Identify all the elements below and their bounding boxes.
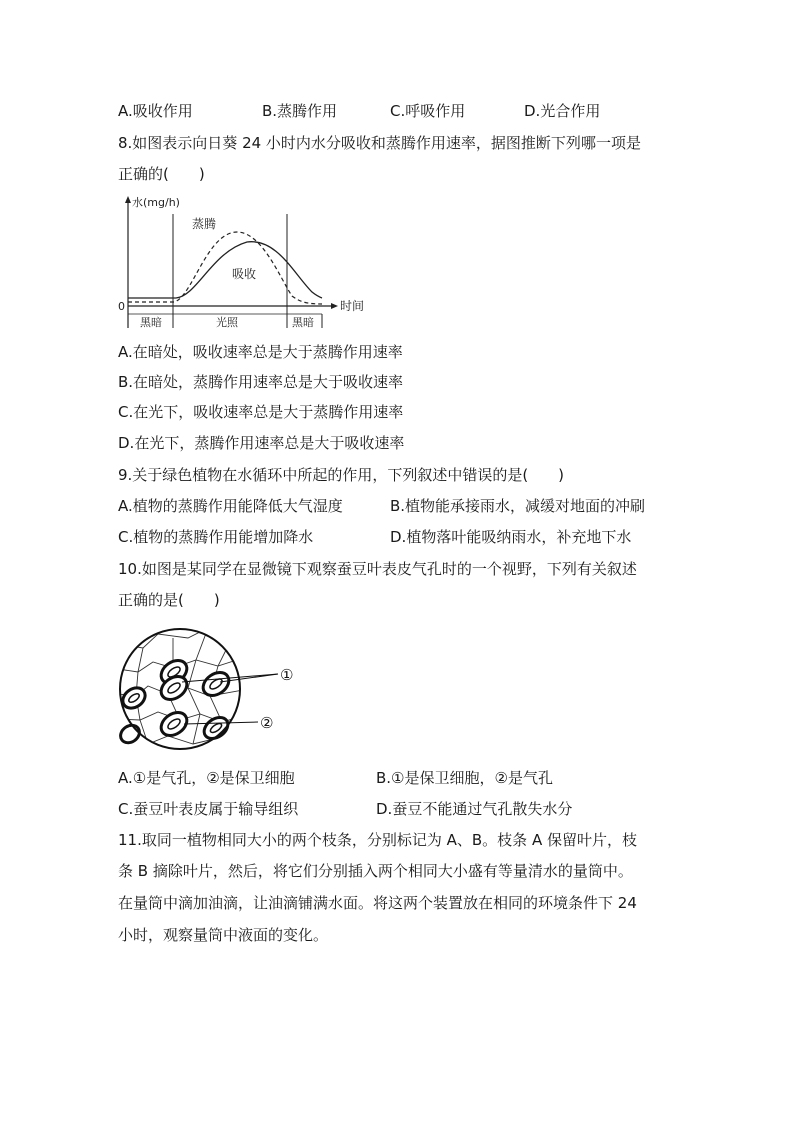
q8-period-dark-1: 黑暗 bbox=[140, 316, 162, 329]
q9-option-d: D.植物落叶能吸纳雨水，补充地下水 bbox=[390, 528, 632, 546]
q8-option-b: B.在暗处，蒸腾作用速率总是大于吸收速率 bbox=[118, 373, 404, 391]
q8-y-axis-label: 水(mg/h) bbox=[132, 196, 180, 209]
q8-stem-line2: 正确的( ) bbox=[118, 165, 205, 183]
q10-option-d: D.蚕豆不能通过气孔散失水分 bbox=[376, 800, 573, 818]
q10-option-a: A.①是气孔，②是保卫细胞 bbox=[118, 769, 295, 787]
q7-option-b: B.蒸腾作用 bbox=[262, 102, 338, 120]
q8-absorption-label: 吸收 bbox=[232, 267, 257, 281]
q8-option-c: C.在光下，吸收速率总是大于蒸腾作用速率 bbox=[118, 403, 404, 421]
q11-line-4: 小时，观察量筒中液面的变化。 bbox=[118, 926, 329, 944]
q9-option-c: C.植物的蒸腾作用能增加降水 bbox=[118, 528, 314, 546]
q9-option-b: B.植物能承接雨水，减缓对地面的冲刷 bbox=[390, 497, 646, 515]
q8-stem-line1: 8.如图表示向日葵 24 小时内水分吸收和蒸腾作用速率，据图推断下列哪一项是 bbox=[118, 134, 641, 152]
q9-stem: 9.关于绿色植物在水循环中所起的作用，下列叙述中错误的是( ) bbox=[118, 466, 565, 484]
q9-option-a: A.植物的蒸腾作用能降低大气湿度 bbox=[118, 497, 343, 515]
q8-water-rate-graph bbox=[112, 192, 372, 332]
q8-option-a: A.在暗处，吸收速率总是大于蒸腾作用速率 bbox=[118, 343, 403, 361]
q8-origin-label: 0 bbox=[118, 300, 125, 313]
q8-x-axis-label: 时间 bbox=[340, 299, 365, 313]
q11-line-1: 11.取同一植物相同大小的两个枝条，分别标记为 A、B。枝条 A 保留叶片，枝 bbox=[118, 831, 637, 849]
q11-line-2: 条 B 摘除叶片，然后，将它们分别插入两个相同大小盛有等量清水的量筒中。 bbox=[118, 862, 633, 880]
q10-microscope-field bbox=[118, 624, 300, 754]
q8-period-dark-2: 黑暗 bbox=[292, 316, 314, 329]
q10-option-c: C.蚕豆叶表皮属于输导组织 bbox=[118, 800, 299, 818]
q8-option-d: D.在光下，蒸腾作用速率总是大于吸收速率 bbox=[118, 434, 405, 452]
q7-option-a: A.吸收作用 bbox=[118, 102, 193, 120]
q10-option-b: B.①是保卫细胞，②是气孔 bbox=[376, 769, 553, 787]
q10-stem-line2: 正确的是( ) bbox=[118, 591, 220, 609]
q8-transpiration-label: 蒸腾 bbox=[192, 217, 217, 231]
q7-option-c: C.呼吸作用 bbox=[390, 102, 466, 120]
q7-option-d: D.光合作用 bbox=[524, 102, 601, 120]
q10-stem-line1: 10.如图是某同学在显微镜下观察蚕豆叶表皮气孔时的一个视野，下列有关叙述 bbox=[118, 560, 637, 578]
q10-label-1: ① bbox=[280, 666, 294, 684]
q10-label-2: ② bbox=[260, 714, 274, 732]
q11-line-3: 在量筒中滴加油滴，让油滴铺满水面。将这两个装置放在相同的环境条件下 24 bbox=[118, 894, 637, 912]
q8-period-light: 光照 bbox=[216, 316, 238, 329]
